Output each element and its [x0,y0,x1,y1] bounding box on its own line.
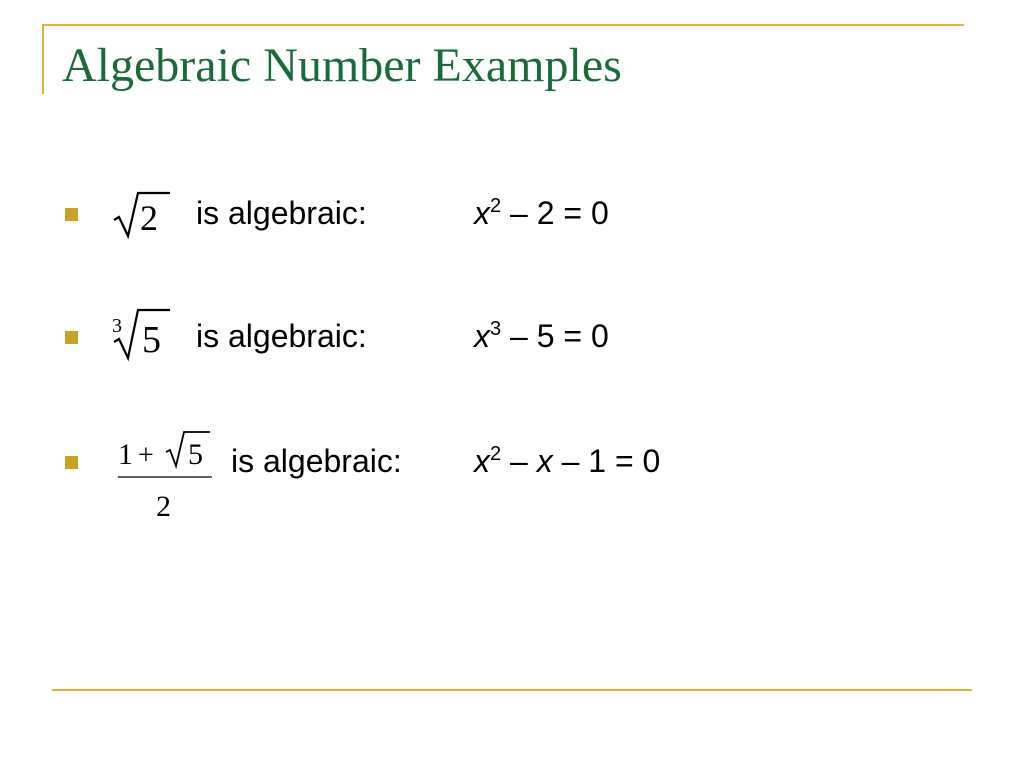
equation-second-variable: x [536,443,553,479]
numerator-plus: + [138,440,154,471]
slide-title: Algebraic Number Examples [62,39,622,92]
bullet-equation [474,320,609,352]
bullet-square-icon [65,331,78,344]
root-radicand: 5 [142,319,161,361]
equation-tail: – 5 = 0 [501,318,609,354]
equation-variable: x [474,443,490,479]
fraction-expression [116,424,216,524]
frame-bottom-line [52,689,972,691]
cube-root-five-expression [110,306,172,364]
bullet-equation [474,445,660,477]
bullet-item-golden-ratio [0,424,1024,524]
equation-tail: – 2 = 0 [501,195,609,231]
fraction-icon [116,424,216,524]
numerator-one: 1 [118,438,133,471]
equation-tail: – 1 = 0 [552,443,661,479]
bullet-item-cube-root-5 [0,306,1024,368]
numerator-radicand: 5 [188,438,203,471]
frame-top-line [42,24,964,26]
root-index: 3 [112,315,122,337]
equation-variable: x [474,318,490,354]
equation-variable: x [474,195,490,231]
denominator: 2 [156,490,171,523]
bullet-phrase: is algebraic: [231,443,402,479]
bullet-square-icon [65,456,78,469]
bullet-item-sqrt-2 [0,190,1024,250]
equation-middle: – [501,443,537,479]
radical-sign-icon [112,190,172,242]
sqrt-two-expression [112,190,172,242]
equation-exponent: 2 [490,443,502,465]
bullet-square-icon [65,208,78,221]
bullet-phrase: is algebraic: [196,195,367,231]
sqrt-radicand: 2 [140,198,158,238]
equation-exponent: 3 [490,318,502,340]
equation-exponent: 2 [490,195,502,217]
radical-sign-icon [110,306,172,364]
frame-left-line [42,24,44,94]
bullet-phrase: is algebraic: [196,318,367,354]
bullet-equation [474,197,609,229]
